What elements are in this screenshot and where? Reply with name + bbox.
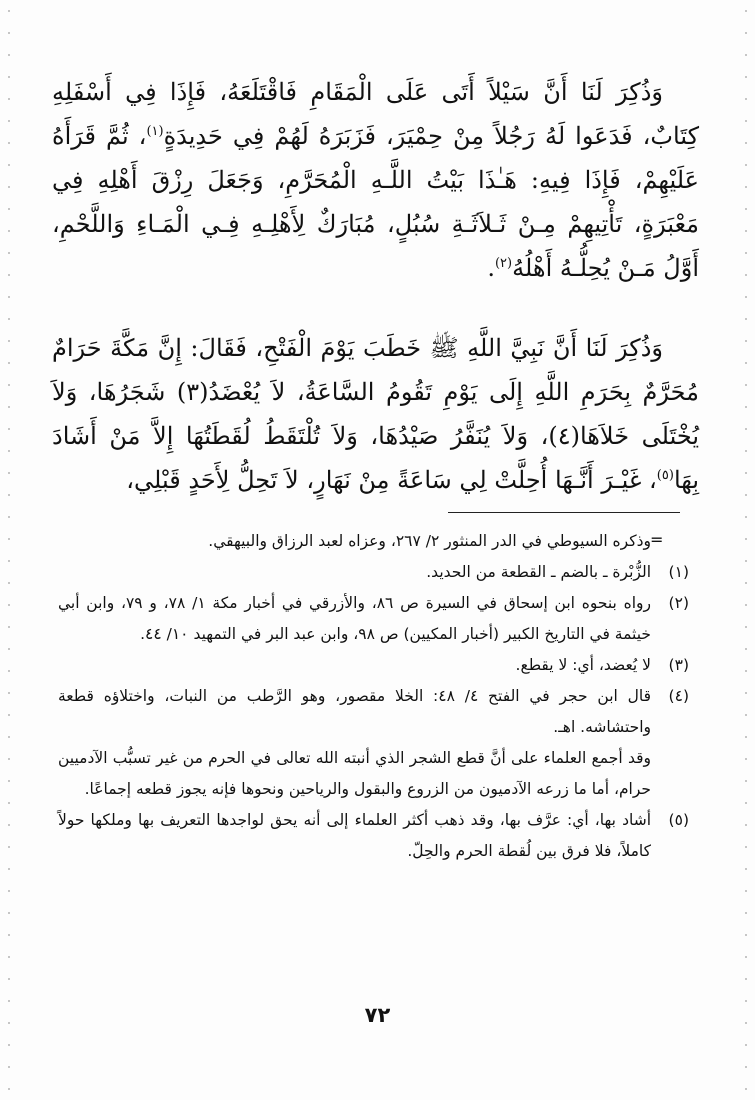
footnote-number: (٥) <box>668 811 689 829</box>
footnote-text: أشاد بها، أي: عرَّف بها، وقد ذهب أكثر العلماء إلى أنه يحق لواجدها التعريف بها وملكها حولاً كاملاً، فلا فرق بين لُقطة الحرم والحِلّ. <box>58 811 651 860</box>
footnote-reference: (٥) <box>656 468 674 483</box>
footnote-separator <box>448 512 680 513</box>
footnote-reference: (٢) <box>494 256 513 271</box>
footnote-item <box>58 805 689 867</box>
main-paragraph <box>52 326 699 502</box>
footnote-number: (٢) <box>668 594 689 612</box>
footnote-number: (٣) <box>668 656 689 674</box>
footnote-item <box>58 588 689 650</box>
footnote-extra-paragraph: وقد أجمع العلماء على أنَّ قطع الشجر الذي أنبته الله تعالى في الحرم من غير تسبُّب الآدميين حرام، أما ما زرعه الآدميون من الزروع والبقول والرياحين ونحوها فإنه يجوز قطعه إجماعًا. <box>58 749 651 798</box>
footnote-number: (٤) <box>668 687 689 705</box>
continuation-mark: = <box>650 530 664 549</box>
footnote-text: الزُّبْرة ـ بالضم ـ القطعة من الحديد. <box>426 563 651 581</box>
paragraph-text: وَذُكِرَ لَنَا أَنَّ سَيْلاً أَتَى عَلَى الْمَقَامِ فَاقْتَلَعَهُ، فَإِذَا فِي أَسْفَلِهِ كِتَابٌ، فَدَعَوا لَهُ رَجُلاً مِنْ حِمْيَرَ، فَزَبَرَهُ لَهُمْ فِي حَدِيدَةٍ$^{(١)}$، ثُمَّ قَرَأَهُ عَلَيْهِمْ، فَإِذَا فِيهِ: هَـٰذَا بَيْتُ اللَّـهِ الْمُحَرَّمِ، وَجَعَلَ رِزْقَ أَهْلِهِ فِي مَعْبَرَةٍ، تَأْتِيهِمْ مِـنْ ثَـلاَثَـةِ سُبُلٍ، مُبَارَكٌ لِأَهْلِـهِ فِـي الْمَـاءِ وَاللَّحْمِ، أَوَّلُ مَـنْ يُحِلُّـهُ أَهْلُهُ <box>52 78 699 282</box>
right-edge-perforation <box>745 0 747 1100</box>
paragraph-text: وَذُكِرَ لَنَا أَنَّ نَبِيَّ اللَّهِ ﷺ خَطَبَ يَوْمَ الْفَتْحِ، فَقَالَ: إِنَّ مَكَّةَ حَرَامٌ مُحَرَّمٌ بِحَرَمِ اللَّهِ إِلَى يَوْمِ تَقُومُ السَّاعَةُ، لاَ يُعْضَدُ(٣) شَجَرُهَا، وَلاَ يُخْتَلَى خَلاَهَا(٤)، وَلاَ يُنَفَّرُ صَيْدُهَا، وَلاَ تُلْتَقَطُ لُقَطَتُهَا إِلاَّ مَنْ أَشَادَ بِهَا$^{(٥)}$، غَيْـرَ أَنَّـهَا أُحِلَّتْ لِي سَاعَةً مِنْ نَهَارٍ، لاَ تَحِلُّ لِأَحَدٍ قَبْلِي، <box>52 334 699 494</box>
footnote-item <box>58 557 689 588</box>
footnote-item <box>58 650 689 681</box>
main-paragraph: وَذُكِرَ لَنَا أَنَّ سَيْلاً أَتَى عَلَى الْمَقَامِ فَاقْتَلَعَهُ، فَإِذَا فِي أَسْفَلِهِ كِتَابٌ، فَدَعَوا لَهُ رَجُلاً مِنْ حِمْيَرَ، فَزَبَرَهُ لَهُمْ فِي حَدِيدَةٍ$^{(١)}$، ثُمَّ قَرَأَهُ عَلَيْهِمْ، فَإِذَا فِيهِ: هَـٰذَا بَيْتُ اللَّـهِ الْمُحَرَّمِ، وَجَعَلَ رِزْقَ أَهْلِهِ فِي مَعْبَرَةٍ، تَأْتِيهِمْ مِـنْ ثَـلاَثَـةِ سُبُلٍ، مُبَارَكٌ لِأَهْلِـهِ فِـي الْمَـاءِ وَاللَّحْمِ، أَوَّلُ مَـنْ يُحِلُّـهُ أَهْلُهُ$^{(٢)}$. <box>52 78 699 282</box>
footnote-reference: (١) <box>146 124 164 139</box>
page-number: ٧٢ <box>364 1003 391 1027</box>
footnote-number: (١) <box>668 563 689 581</box>
footnote-text: لا يُعضد، أي: لا يقطع. <box>515 656 651 674</box>
left-edge-perforation <box>8 0 10 1100</box>
footnotes-section <box>58 526 689 867</box>
footnote-item <box>58 681 689 743</box>
footnote-text: قال ابن حجر في الفتح ٤/ ٤٨: الخلا مقصور، وهو الرَّطب من النبات، واختلاؤه قطعة واحتشاشه. اهـ. <box>58 687 652 736</box>
footnote-text: رواه بنحوه ابن إسحاق في السيرة ص ٨٦، والأزرقي في أخبار مكة ١/ ٧٨، و ٧٩، وابن أبي خيثمة في التاريخ الكبير (أخبار المكيين) ص ٩٨، وابن عبد البر في التمهيد ١٠/ ٤٤. <box>58 594 651 643</box>
footnote-continuation: وذكره السيوطي في الدر المنثور ٢/ ٢٦٧، وعزاه لعبد الرزاق والبيهقي. <box>208 532 651 550</box>
main-text-body <box>52 70 699 502</box>
